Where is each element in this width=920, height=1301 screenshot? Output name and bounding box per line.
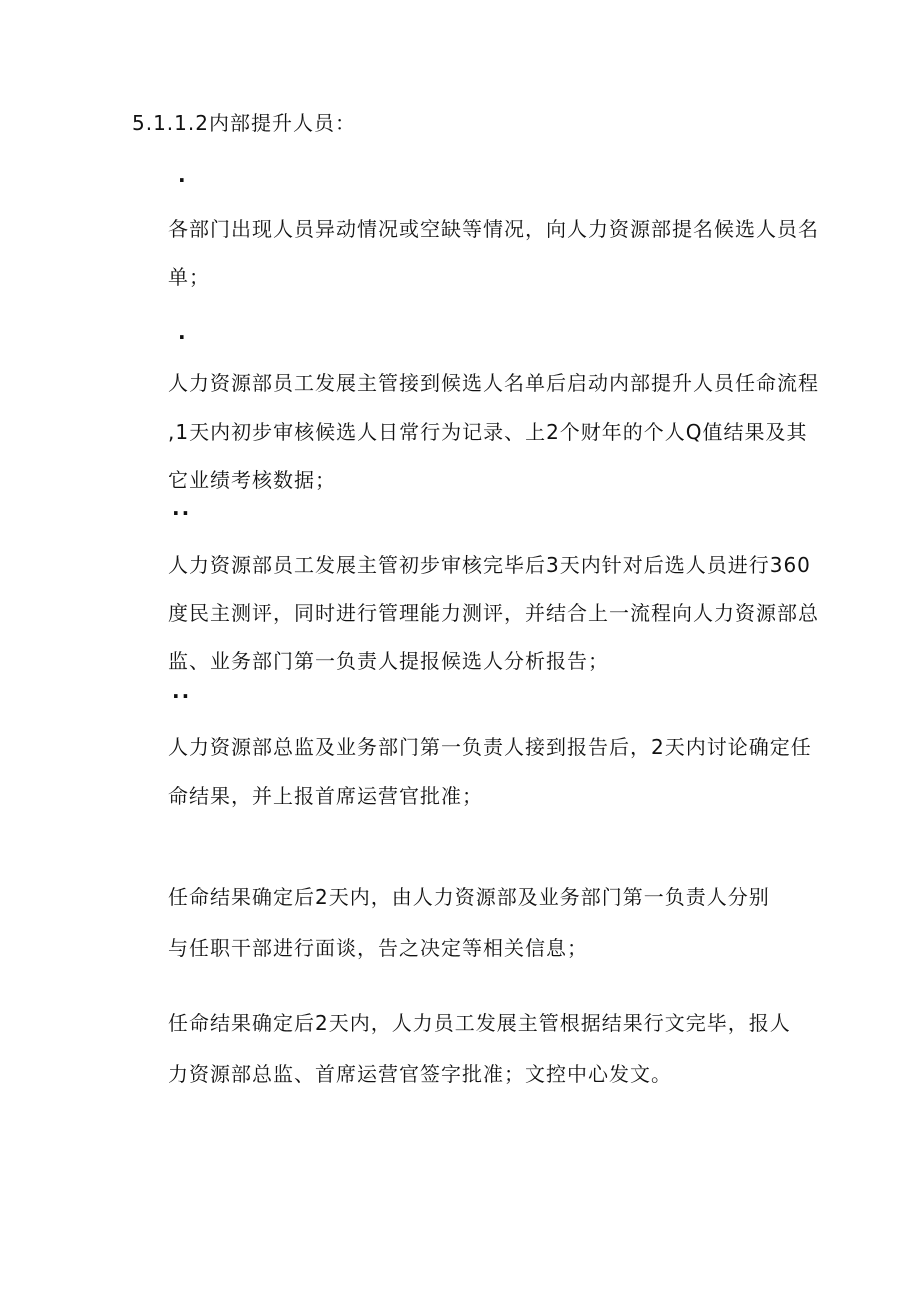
paragraph-5-line-2: 与任职干部进行面谈，告之决定等相关信息； [168, 936, 588, 960]
paragraph-3-line-3: 监、业务部门第一负责人提报候选人分析报告； [168, 649, 609, 673]
bullet-marker: · [178, 325, 188, 349]
paragraph-4-line-1: 人力资源部总监及业务部门第一负责人接到报告后，2天内讨论确定任 [168, 735, 812, 759]
paragraph-1-line-2: 单； [168, 265, 210, 289]
paragraph-3-line-1: 人力资源部员工发展主管初步审核完毕后3天内针对后选人员进行360 [168, 553, 811, 577]
paragraph-2-line-3: 它业绩考核数据； [168, 468, 336, 492]
bullet-marker: ·· [172, 501, 192, 525]
paragraph-5-line-1: 任命结果确定后2天内，由人力资源部及业务部门第一负责人分别 [168, 885, 770, 909]
paragraph-6-line-1: 任命结果确定后2天内，人力员工发展主管根据结果行文完毕，报人 [168, 1011, 791, 1035]
paragraph-2-line-1: 人力资源部员工发展主管接到候选人名单后启动内部提升人员任命流程 [168, 371, 819, 395]
paragraph-2-line-2: ,1天内初步审核候选人日常行为记录、上2个财年的个人Q值结果及其 [168, 420, 808, 444]
paragraph-6-line-2: 力资源部总监、首席运营官签字批准；文控中心发文。 [168, 1062, 672, 1086]
section-heading: 5.1.1.2内部提升人员： [132, 111, 356, 135]
paragraph-3-line-2: 度民主测评，同时进行管理能力测评，并结合上一流程向人力资源部总 [168, 601, 819, 625]
paragraph-1-line-1: 各部门出现人员异动情况或空缺等情况，向人力资源部提名候选人员名 [168, 217, 819, 241]
bullet-marker: ·· [172, 684, 192, 708]
paragraph-4-line-2: 命结果，并上报首席运营官批准； [168, 784, 483, 808]
bullet-marker: · [178, 168, 188, 192]
